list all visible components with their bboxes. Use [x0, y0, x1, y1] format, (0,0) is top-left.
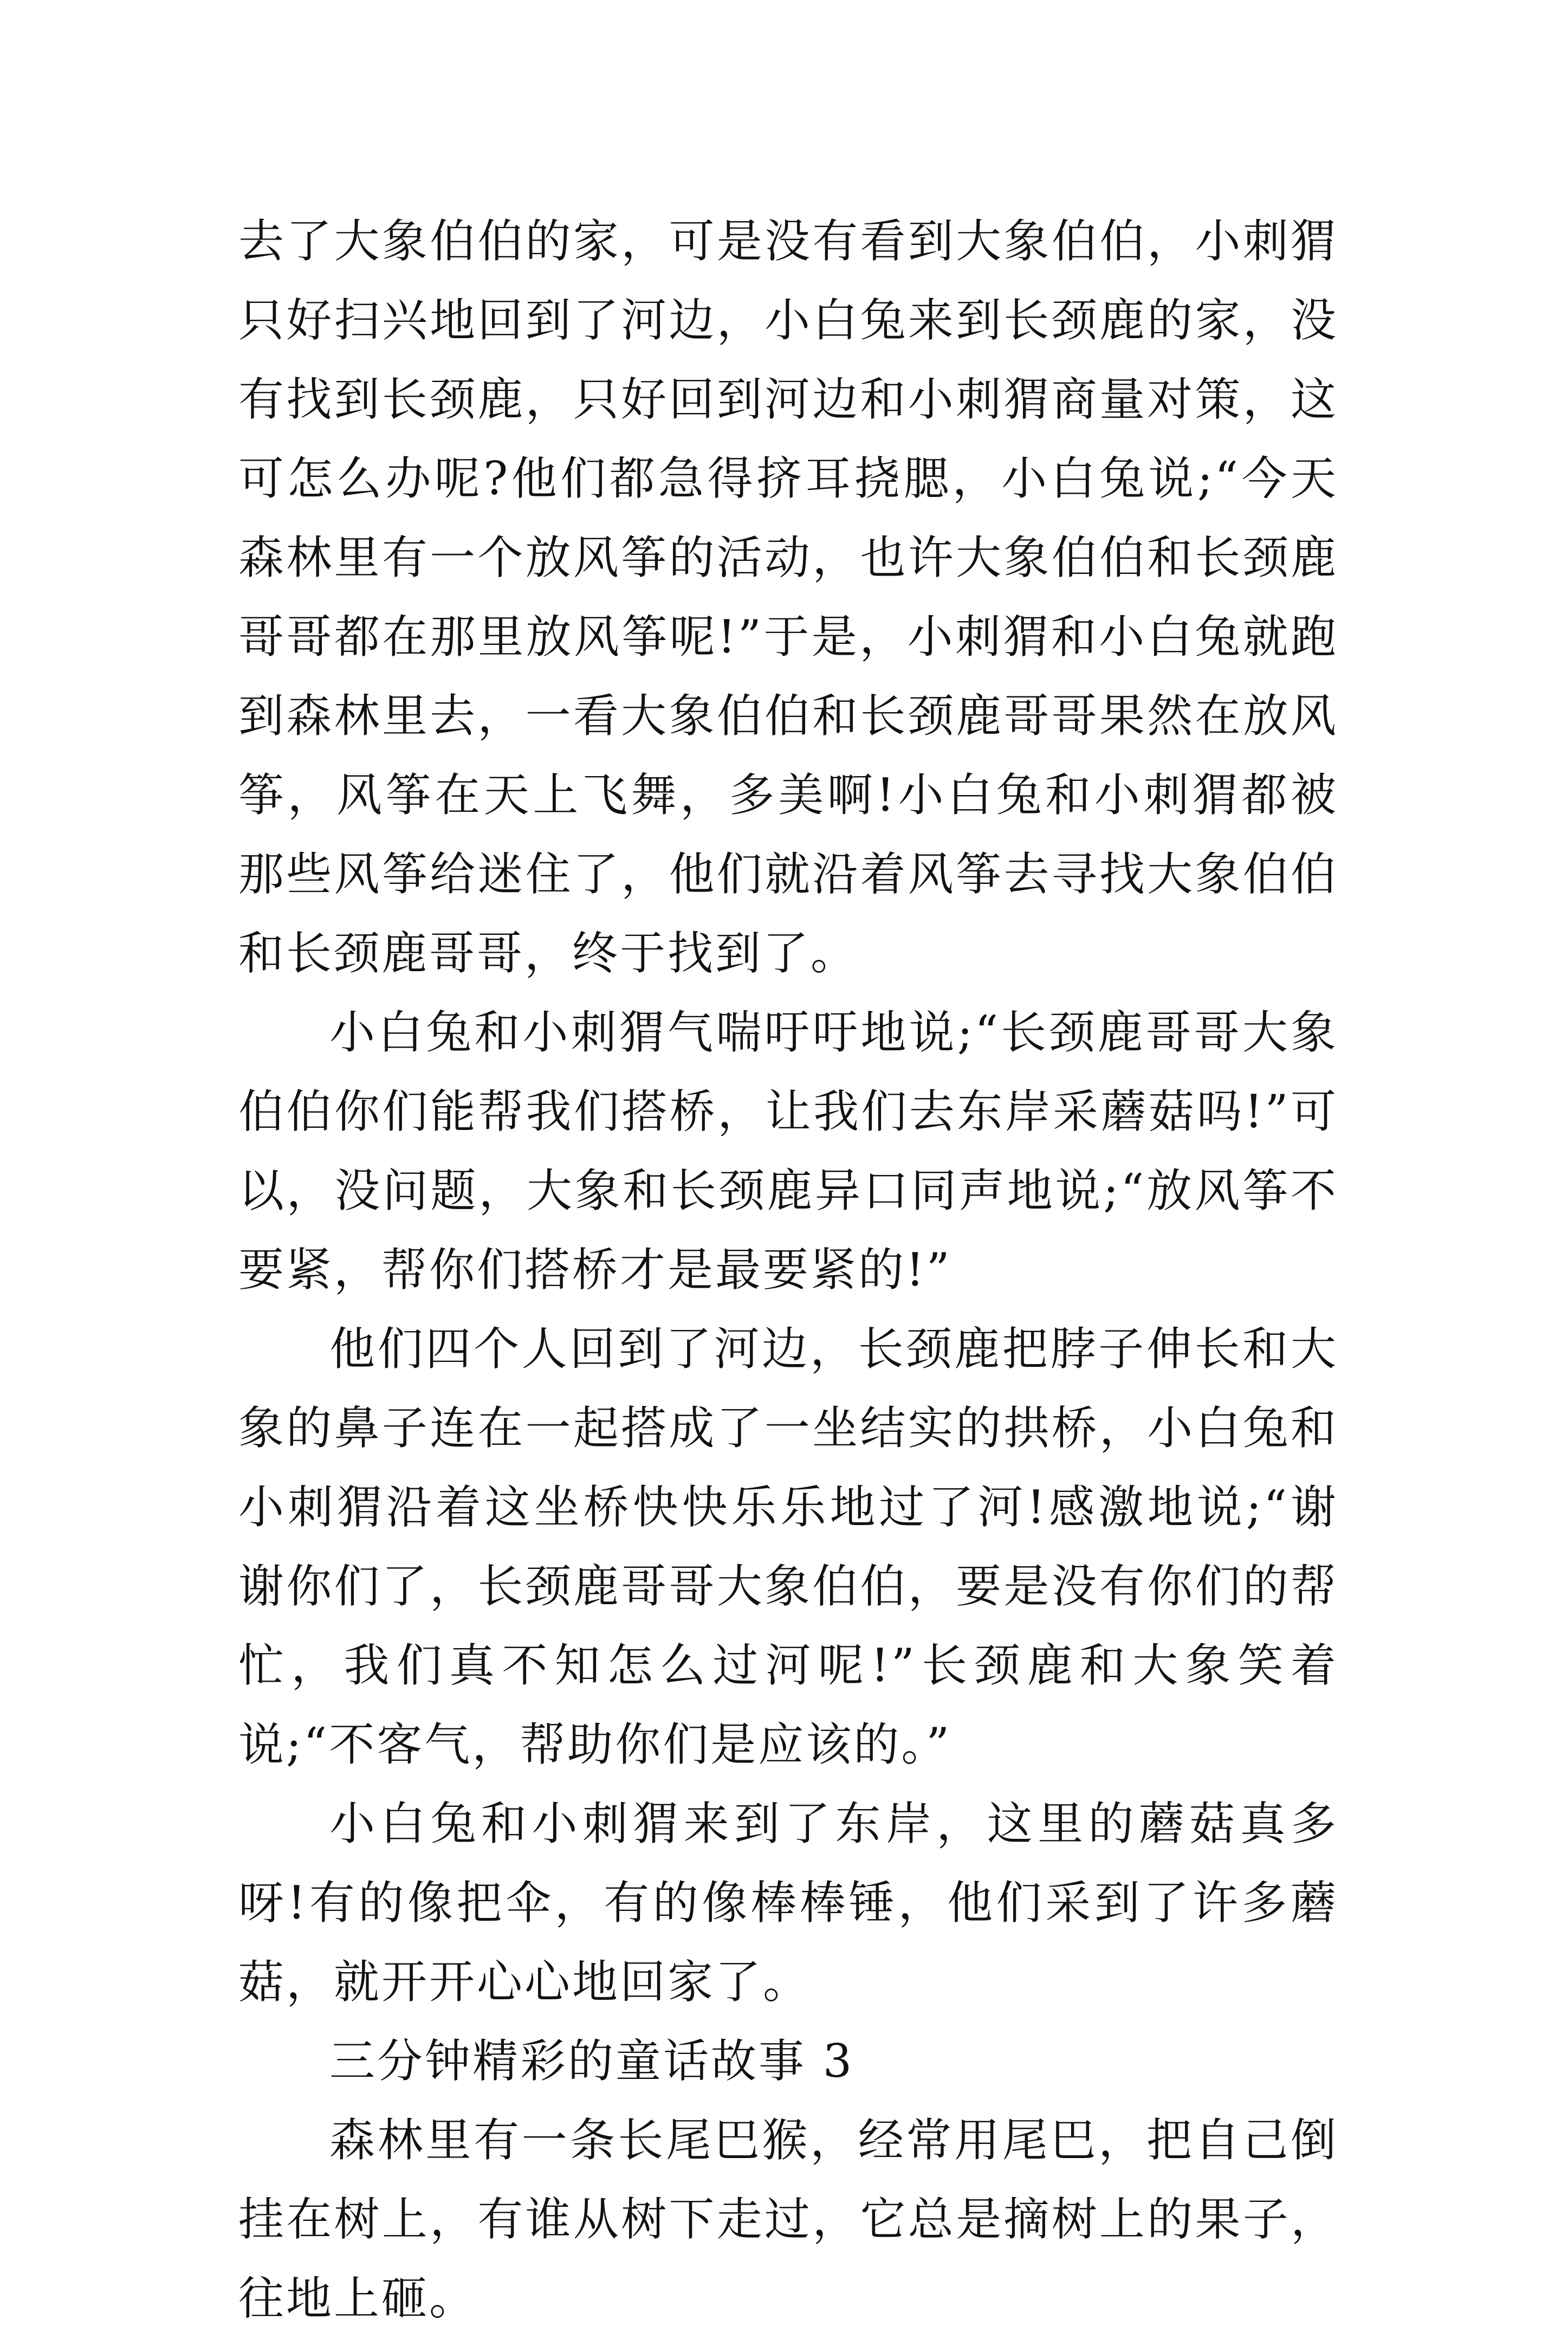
paragraph: 森林里有一条长尾巴猴，经常用尾巴，把自己倒挂在树上，有谁从树下走过，它总是摘树上的果子，往地上砸。 [238, 2114, 1338, 2325]
paragraph: 小白兔和小刺猬来到了东岸，这里的蘑菇真多呀!有的像把伞，有的像棒棒锤，他们采到了许多蘑菇，就开开心心地回家了。 [238, 1797, 1338, 2008]
section-heading: 三分钟精彩的童话故事 3 [329, 2035, 854, 2088]
paragraph: 小白兔和小刺猬气喘吁吁地说;“长颈鹿哥哥大象伯伯你们能帮我们搭桥，让我们去东岸采蘑菇吗!”可以，没问题，大象和长颈鹿异口同声地说;“放风筝不要紧，帮你们搭桥才是最要紧的!” [238, 1006, 1338, 1296]
paragraph: 去了大象伯伯的家，可是没有看到大象伯伯，小刺猬只好扫兴地回到了河边，小白兔来到长颈鹿的家，没有找到长颈鹿，只好回到河边和小刺猬商量对策，这可怎么办呢?他们都急得挤耳挠腮，小白兔说;“今天森林里有一个放风筝的活动，也许大象伯伯和长颈鹿哥哥都在那里放风筝呢!”于是，小刺猬和小白兔就跑到森林里去，一看大象伯伯和长颈鹿哥哥果然在放风筝，风筝在天上飞舞，多美啊!小白兔和小刺猬都被那些风筝给迷住了，他们就沿着风筝去寻找大象伯伯和长颈鹿哥哥，终于找到了。 [238, 215, 1338, 980]
document-body [238, 202, 1338, 2338]
paragraph: 他们四个人回到了河边，长颈鹿把脖子伸长和大象的鼻子连在一起搭成了一坐结实的拱桥，小白兔和小刺猬沿着这坐桥快快乐乐地过了河!感激地说;“谢谢你们了，长颈鹿哥哥大象伯伯，要是没有你们的帮忙，我们真不知怎么过河呢!”长颈鹿和大象笑着说;“不客气，帮助你们是应该的。” [238, 1322, 1338, 1771]
